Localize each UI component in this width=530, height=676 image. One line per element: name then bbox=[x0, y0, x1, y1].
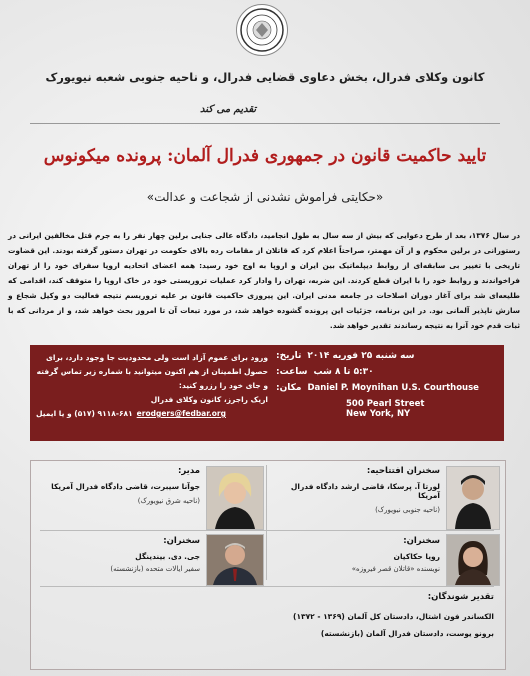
speaker2-heading: سخنران: bbox=[163, 536, 200, 546]
moderator-photo bbox=[206, 466, 264, 530]
opening-speaker-heading: سخنران افتتاحیه: bbox=[366, 466, 440, 476]
column-divider bbox=[266, 465, 267, 580]
speaker2-info bbox=[44, 536, 200, 573]
event-title: تایید حاکمیت قانون در جمهوری فدرال آلمان: پرونده میکونوس bbox=[43, 146, 487, 166]
moderator-info bbox=[44, 466, 200, 505]
speaker1-info bbox=[280, 536, 440, 573]
details-left bbox=[36, 351, 268, 421]
row-divider bbox=[40, 530, 494, 531]
venue-street: 500 Pearl Street bbox=[346, 399, 425, 409]
row-divider bbox=[40, 586, 494, 587]
honorees-heading: تقدیر شوندگان: bbox=[427, 592, 494, 602]
court-seal-logo bbox=[236, 4, 288, 56]
honoree-item: برونو یوست، دادستان فدرال آلمان (بازنشسته) bbox=[320, 629, 494, 638]
speaker1-heading: سخنران: bbox=[403, 536, 440, 546]
contact-email-link[interactable]: erodgers@fedbar.org bbox=[136, 409, 226, 418]
venue-name: Daniel P. Moynihan U.S. Courthouse bbox=[307, 383, 479, 393]
opening-speaker-name: لورتا آ. پرسکا، قاضی ارشد دادگاه فدرال آمریکا bbox=[290, 482, 440, 500]
honorees-section bbox=[54, 592, 494, 638]
date-value: سه شنبه ۲۵ فوریه ۲۰۱۴ bbox=[307, 351, 415, 361]
speaker2-role: سفیر ایالات متحده (بازنشسته) bbox=[110, 565, 200, 573]
time-label: ساعت: bbox=[276, 367, 308, 377]
venue-city: New York, NY bbox=[346, 409, 411, 419]
place-label: مکان: bbox=[276, 383, 302, 393]
divider bbox=[30, 123, 500, 124]
moderator-role: (ناحیه شرق نیویورک) bbox=[137, 497, 200, 505]
date-label: تاریخ: bbox=[276, 351, 302, 361]
moderator-heading: مدیر: bbox=[177, 466, 200, 476]
honoree-item: الکساندر فون اشتال، دادستان کل آلمان (۱۳۶۹ - ۱۳۷۲) bbox=[293, 612, 494, 621]
presents-text: تقدیم می کند bbox=[200, 104, 257, 115]
speaker1-photo bbox=[446, 534, 500, 586]
opening-speaker-photo bbox=[446, 466, 500, 530]
attendance-notice: ورود برای عموم آزاد است ولی محدودیت جا وجود دارد، برای حصول اطمینان از هم اکنون میتوانید با شماره زیر تماس گرفته و جای خود را رزرو کنید: bbox=[36, 353, 268, 390]
moderator-name: جوآنا سیبرت، قاضی دادگاه فدرال آمریکا bbox=[51, 482, 200, 491]
time-value: ۵:۳۰ تا ۸ شب bbox=[313, 367, 374, 377]
speaker1-name: رویا حکاکیان bbox=[393, 552, 440, 561]
details-right bbox=[276, 351, 496, 419]
opening-speaker-info bbox=[280, 466, 440, 514]
speaker1-role: نویسنده «قاتلان قصر فیروزه» bbox=[351, 565, 440, 573]
opening-speaker-role: (ناحیه جنوبی نیویورک) bbox=[375, 506, 440, 514]
event-details-box bbox=[30, 345, 504, 441]
event-subtitle: «حکایتی فراموش نشدنی از شجاعت و عدالت» bbox=[146, 190, 384, 204]
speaker2-photo bbox=[206, 534, 264, 586]
organization-line: کانون وکلای فدرال، بخش دعاوی قضایی فدرال، و ناحیه جنوبی شعبه نیویورک bbox=[45, 70, 485, 84]
contact-name: اریک راجرز، کانون وکلای فدرال bbox=[150, 395, 268, 404]
contact-phone: ۹۱۱۸-۶۸۱ (۵۱۷) و یا ایمیل bbox=[36, 409, 133, 418]
event-description: در سال ۱۳۷۶، بعد از طرح دعوایی که بیش از سه سال به طول انجامید، دادگاه عالی جنایی برلین چهار نفر را به جرم قتل مخالفین ایرانی در رستورانی در برلین محکوم و از آن مهمتر، صراحتاً اعلام کرد که قاتلان از مقامات رده بالای حکومت در تهران دستور گرفته بودند. این قضاوت تاریخی با تغییر بی سابقه‌ای از روابط دیپلماتیک بین ایران و اروپا به اوج خود رسید: همه اعضای اتحادیه اروپا سفرای خود را از تهران فراخواندند و روابط خود را با ایران قطع کردند. این ضربه، تهران را وادار کرد عملیات تروریستی خود در خاک اروپا را متوقف کند، اقدامی که طلیعه‌ای شد برای آغاز دوران اصلاحات در جامعه مدنی ایران. این پیروزی حاکمیت قانون بر علیه تروریسم نتیجه فعالیت دو وکیل شجاع و سازش ناپذیر آلمانی بود. در این برنامه، جزئیات این پرونده گشوده خواهد شد، در مورد تبعات آن تا امروز بحث خواهد شد، و از مردانی که با ثبات قدم خود آنرا به نتیجه رساندند تقدیر خواهد شد. bbox=[8, 231, 520, 330]
speaker2-name: جی. دی. بیندینگل bbox=[135, 552, 200, 561]
